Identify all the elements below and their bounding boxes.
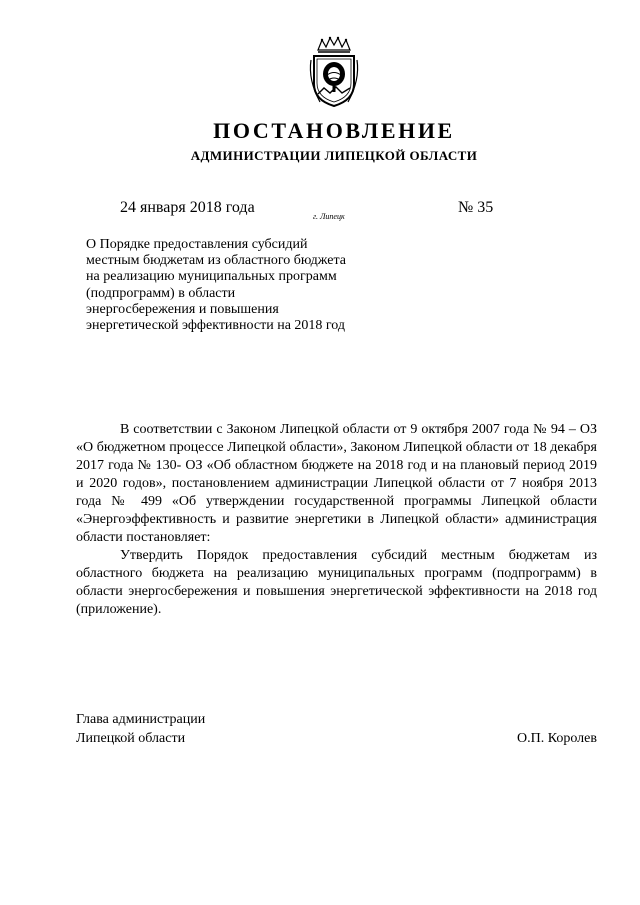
coat-of-arms-icon xyxy=(306,36,362,110)
body-paragraph-2: Утвердить Порядок предоставления субсидий местным бюджетам из областного бюджета на реализацию муниципальных программ (подпрограмм) в области энергосбережения и повышения энергетической эффективности на 2018 год (приложение). xyxy=(76,548,597,617)
document-date: 24 января 2018 года xyxy=(120,199,255,216)
body-paragraph-1: В соответствии с Законом Липецкой области от 9 октября 2007 года № 94 – ОЗ «О бюджетном процессе Липецкой области», Законом Липецкой области от 18 декабря 2017 года № 130- ОЗ «Об областном бюджете на 2018 год и на плановый период 2019 и 2020 годов», постановлением администрации Липецкой области от 7 ноября 2013 года № 499 «Об утверждении государственной программы Липецкой области «Энергоэффективность и развитие энергетики в Липецкой области» администрация области постановляет: xyxy=(76,422,597,545)
document-title: ПОСТАНОВЛЕНИЕ xyxy=(213,118,455,143)
signatory-position-line-1: Глава администрации xyxy=(76,712,206,727)
signature-block xyxy=(76,710,597,748)
signatory-position-line-2: Липецкой области xyxy=(76,731,186,746)
document-subject: О Порядке предоставления субсидий местным бюджетам из областного бюджета на реализацию муниципальных программ (подпрограмм) в области энергосбережения и повышения энергетической эффективности на 2018 год xyxy=(86,237,346,334)
signatory-name: О.П. Королев xyxy=(517,731,597,746)
document-subtitle: АДМИНИСТРАЦИИ ЛИПЕЦКОЙ ОБЛАСТИ xyxy=(190,148,478,163)
document-city: г. Липецк xyxy=(313,212,345,221)
document-body xyxy=(76,421,597,619)
document-number: № 35 xyxy=(458,199,494,216)
